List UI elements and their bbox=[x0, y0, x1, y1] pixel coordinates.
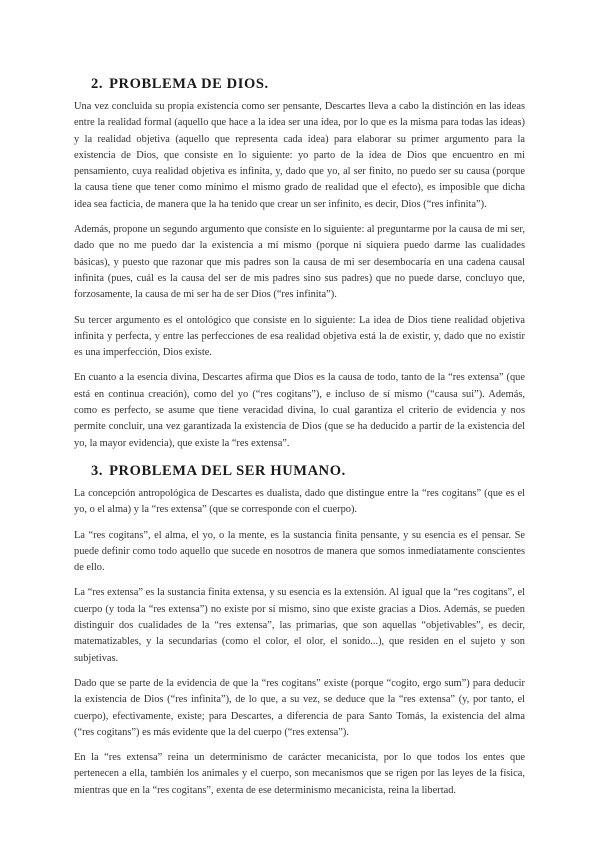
paragraph: Además, propone un segundo argumento que consiste en lo siguiente: al preguntarme por la causa de mi ser, dado que no me puedo dar la existencia a mí mismo (porque ni siquiera puedo darme las cualidades básicas), y puesto que razonar que mis padres son la causa de mi ser desembocaría en una cadena causal infinita (pues, cuál es la causa del ser de mis padres sino sus padres) que no puede darse, concluyo que, forzosamente, la causa de mi ser ha de ser Dios (“res infinita”). bbox=[74, 224, 525, 301]
paragraph: La “res extensa” es la sustancia finita extensa, y su esencia es la extensión. Al igual que la “res cogitans”, el cuerpo (y toda la “res extensa”) no existe por sí mismo, sino que existe gracias a Dios. Además, se pueden distinguir dos cualidades de la “res extensa”, las primarias, que son aquellas “objetivables”, es decir, matematizables, y la secundarias (como el color, el olor, el sonido...), que residen en el sujeto y son subjetivas. bbox=[74, 587, 525, 664]
paragraph: En la “res extensa” reina un determinismo de carácter mecanicista, por lo que todos los entes que pertenecen a ella, también los animales y el cuerpo, son mecanismos que se rigen por las leyes de la física, mientras que en la “res cogitans”, exenta de ese determinismo mecanicista, reina la libertad. bbox=[74, 752, 525, 796]
paragraph: Una vez concluida su propia existencia como ser pensante, Descartes lleva a cabo la distinción en las ideas entre la realidad formal (aquello que hace a la idea ser una idea, por lo que es la misma para todas las ideas) y la realidad objetiva (aquello que representa cada idea) para elaborar su primer argumento para la existencia de Dios, que consiste en lo siguiente: yo parto de la idea de Dios que encuentro en mi pensamiento, cuya realidad objetiva es infinita, y, dado que yo, al ser finito, no puedo ser su causa (porque la causa tiene que tener como mínimo el mismo grado de realidad que el efecto), es imposible que dicha idea sea facticia, de manera que la ha tenido que crear un ser infinito, es decir, Dios (“res infinita”). bbox=[74, 101, 525, 210]
section-heading bbox=[91, 461, 525, 481]
section-number: 2. bbox=[91, 76, 104, 92]
section-problema-del-ser-humano bbox=[74, 461, 525, 799]
paragraph: Su tercer argumento es el ontológico que consiste en lo siguiente: La idea de Dios tiene realidad objetiva infinita y perfecta, y entre las perfecciones de esa realidad objetiva está la de existir, y, dado que no existir es una imperfección, Dios existe. bbox=[74, 314, 525, 359]
section-title: PROBLEMA DEL SER HUMANO. bbox=[109, 462, 346, 479]
paragraph: Dado que se parte de la evidencia de que la “res cogitans” existe (porque “cogito, ergo sum”) para deducir la existencia de Dios (“res infinita”), de lo que, a su vez, se deduce que la “res extensa” (y, por tanto, el cuerpo), efectivamente, existe; para Descartes, a diferencia de para Santo Tomás, la existencia del alma (“res cogitans”) es más evidente que la del cuerpo (“res extensa”). bbox=[74, 677, 525, 738]
section-heading bbox=[91, 74, 525, 94]
paragraph: La concepción antropológica de Descartes es dualista, dado que distingue entre la “res cogitans” (que es el yo, o el alma) y la “res extensa” (que se corresponde con el cuerpo). bbox=[74, 487, 525, 516]
section-problema-de-dios bbox=[74, 74, 525, 452]
section-number: 3. bbox=[91, 462, 104, 479]
paragraph: La “res cogitans”, el alma, el yo, o la mente, es la sustancia finita pensante, y su esencia es el pensar. Se puede definir como todo aquello que sucede en nosotros de manera que somos inmediatamente conscientes de ello. bbox=[74, 529, 525, 574]
section-title: PROBLEMA DE DIOS. bbox=[109, 76, 269, 92]
paragraph: En cuanto a la esencia divina, Descartes afirma que Dios es la causa de todo, tanto de la “res extensa” (que está en continua creación), como del yo (“res cogitans”), e incluso de sí mismo (“causa sui”). Además, como es perfecto, se asume que tiene veracidad divina, lo cual garantiza el criterio de evidencia y nos permite concluir, una vez garantizada la existencia de Dios (que se ha deducido a partir de la existencia del yo, la mayor evidencia), que existe la “res extensa”. bbox=[74, 372, 525, 449]
